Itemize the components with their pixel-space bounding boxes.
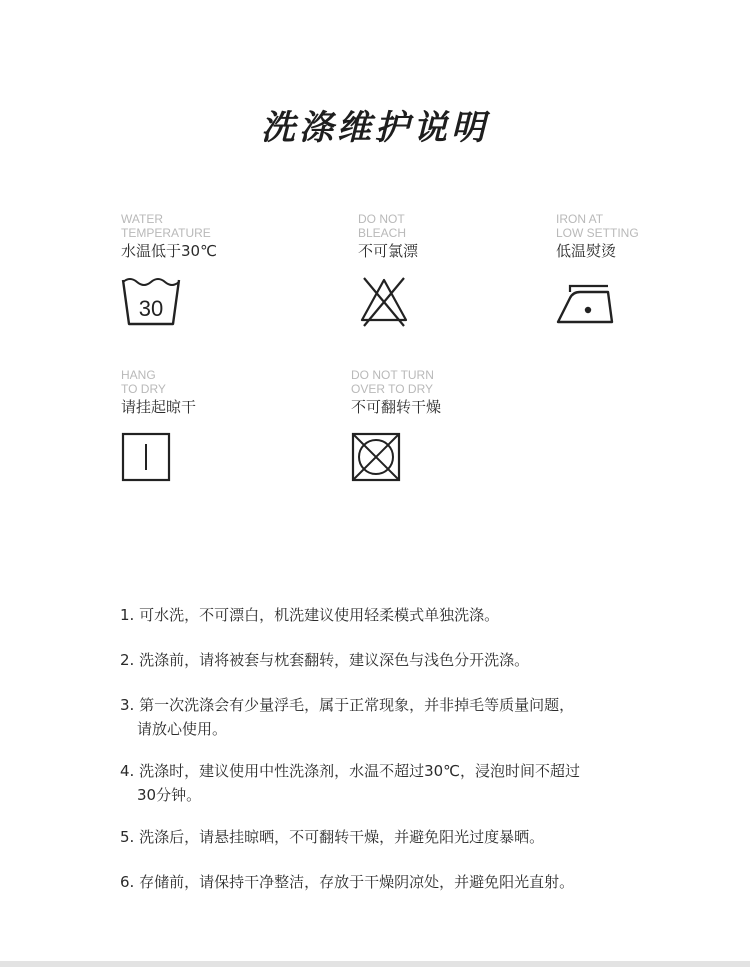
care-item-no-bleach [358,212,558,261]
care-label-en: DO NOT BLEACH [358,212,407,240]
care-label-en: WATER TEMPERATURE [121,212,211,240]
instruction-item: 6. 存储前，请保持干净整洁，存放于干燥阴凉处，并避免阳光直射。 [120,873,575,891]
bottom-divider [0,961,750,967]
instruction-item: 5. 洗涤后，请悬挂晾晒，不可翻转干燥，并避免阳光过度暴晒。 [120,828,545,846]
care-item-hang-dry [121,368,321,417]
care-label-zh: 不可氯漂 [358,242,419,260]
no-bleach-icon [358,276,410,328]
care-label-zh: 不可翻转干燥 [351,398,442,416]
no-tumble-dry-icon [351,432,401,482]
care-label-en: HANG TO DRY [121,368,166,396]
wash-30-icon [121,276,181,328]
hang-dry-icon [121,432,171,482]
care-item-iron-low [556,212,750,261]
care-label-en: IRON AT LOW SETTING [556,212,639,240]
iron-low-icon [556,280,614,326]
wash-temperature-value: 30 [138,296,164,321]
care-label-zh: 水温低于30℃ [121,242,217,260]
care-item-water-temperature [121,212,321,321]
instruction-item: 2. 洗涤前，请将被套与枕套翻转，建议深色与浅色分开洗涤。 [120,651,530,669]
care-label-en: DO NOT TURN OVER TO DRY [351,368,434,396]
instruction-item: 3. 第一次洗涤会有少量浮毛，属于正常现象，并非掉毛等质量问题， 请放心使用。 [120,696,575,738]
care-label-zh: 低温熨烫 [556,242,617,260]
care-item-no-tumble-dry [351,368,551,417]
page-title: 洗涤维护说明 [261,108,489,148]
instruction-item: 1. 可水洗，不可漂白，机洗建议使用轻柔模式单独洗涤。 [120,606,500,624]
care-label-zh: 请挂起晾干 [121,398,197,416]
instruction-item: 4. 洗涤时，建议使用中性洗涤剂，水温不超过30℃，浸泡时间不超过 30分钟。 [120,762,581,804]
